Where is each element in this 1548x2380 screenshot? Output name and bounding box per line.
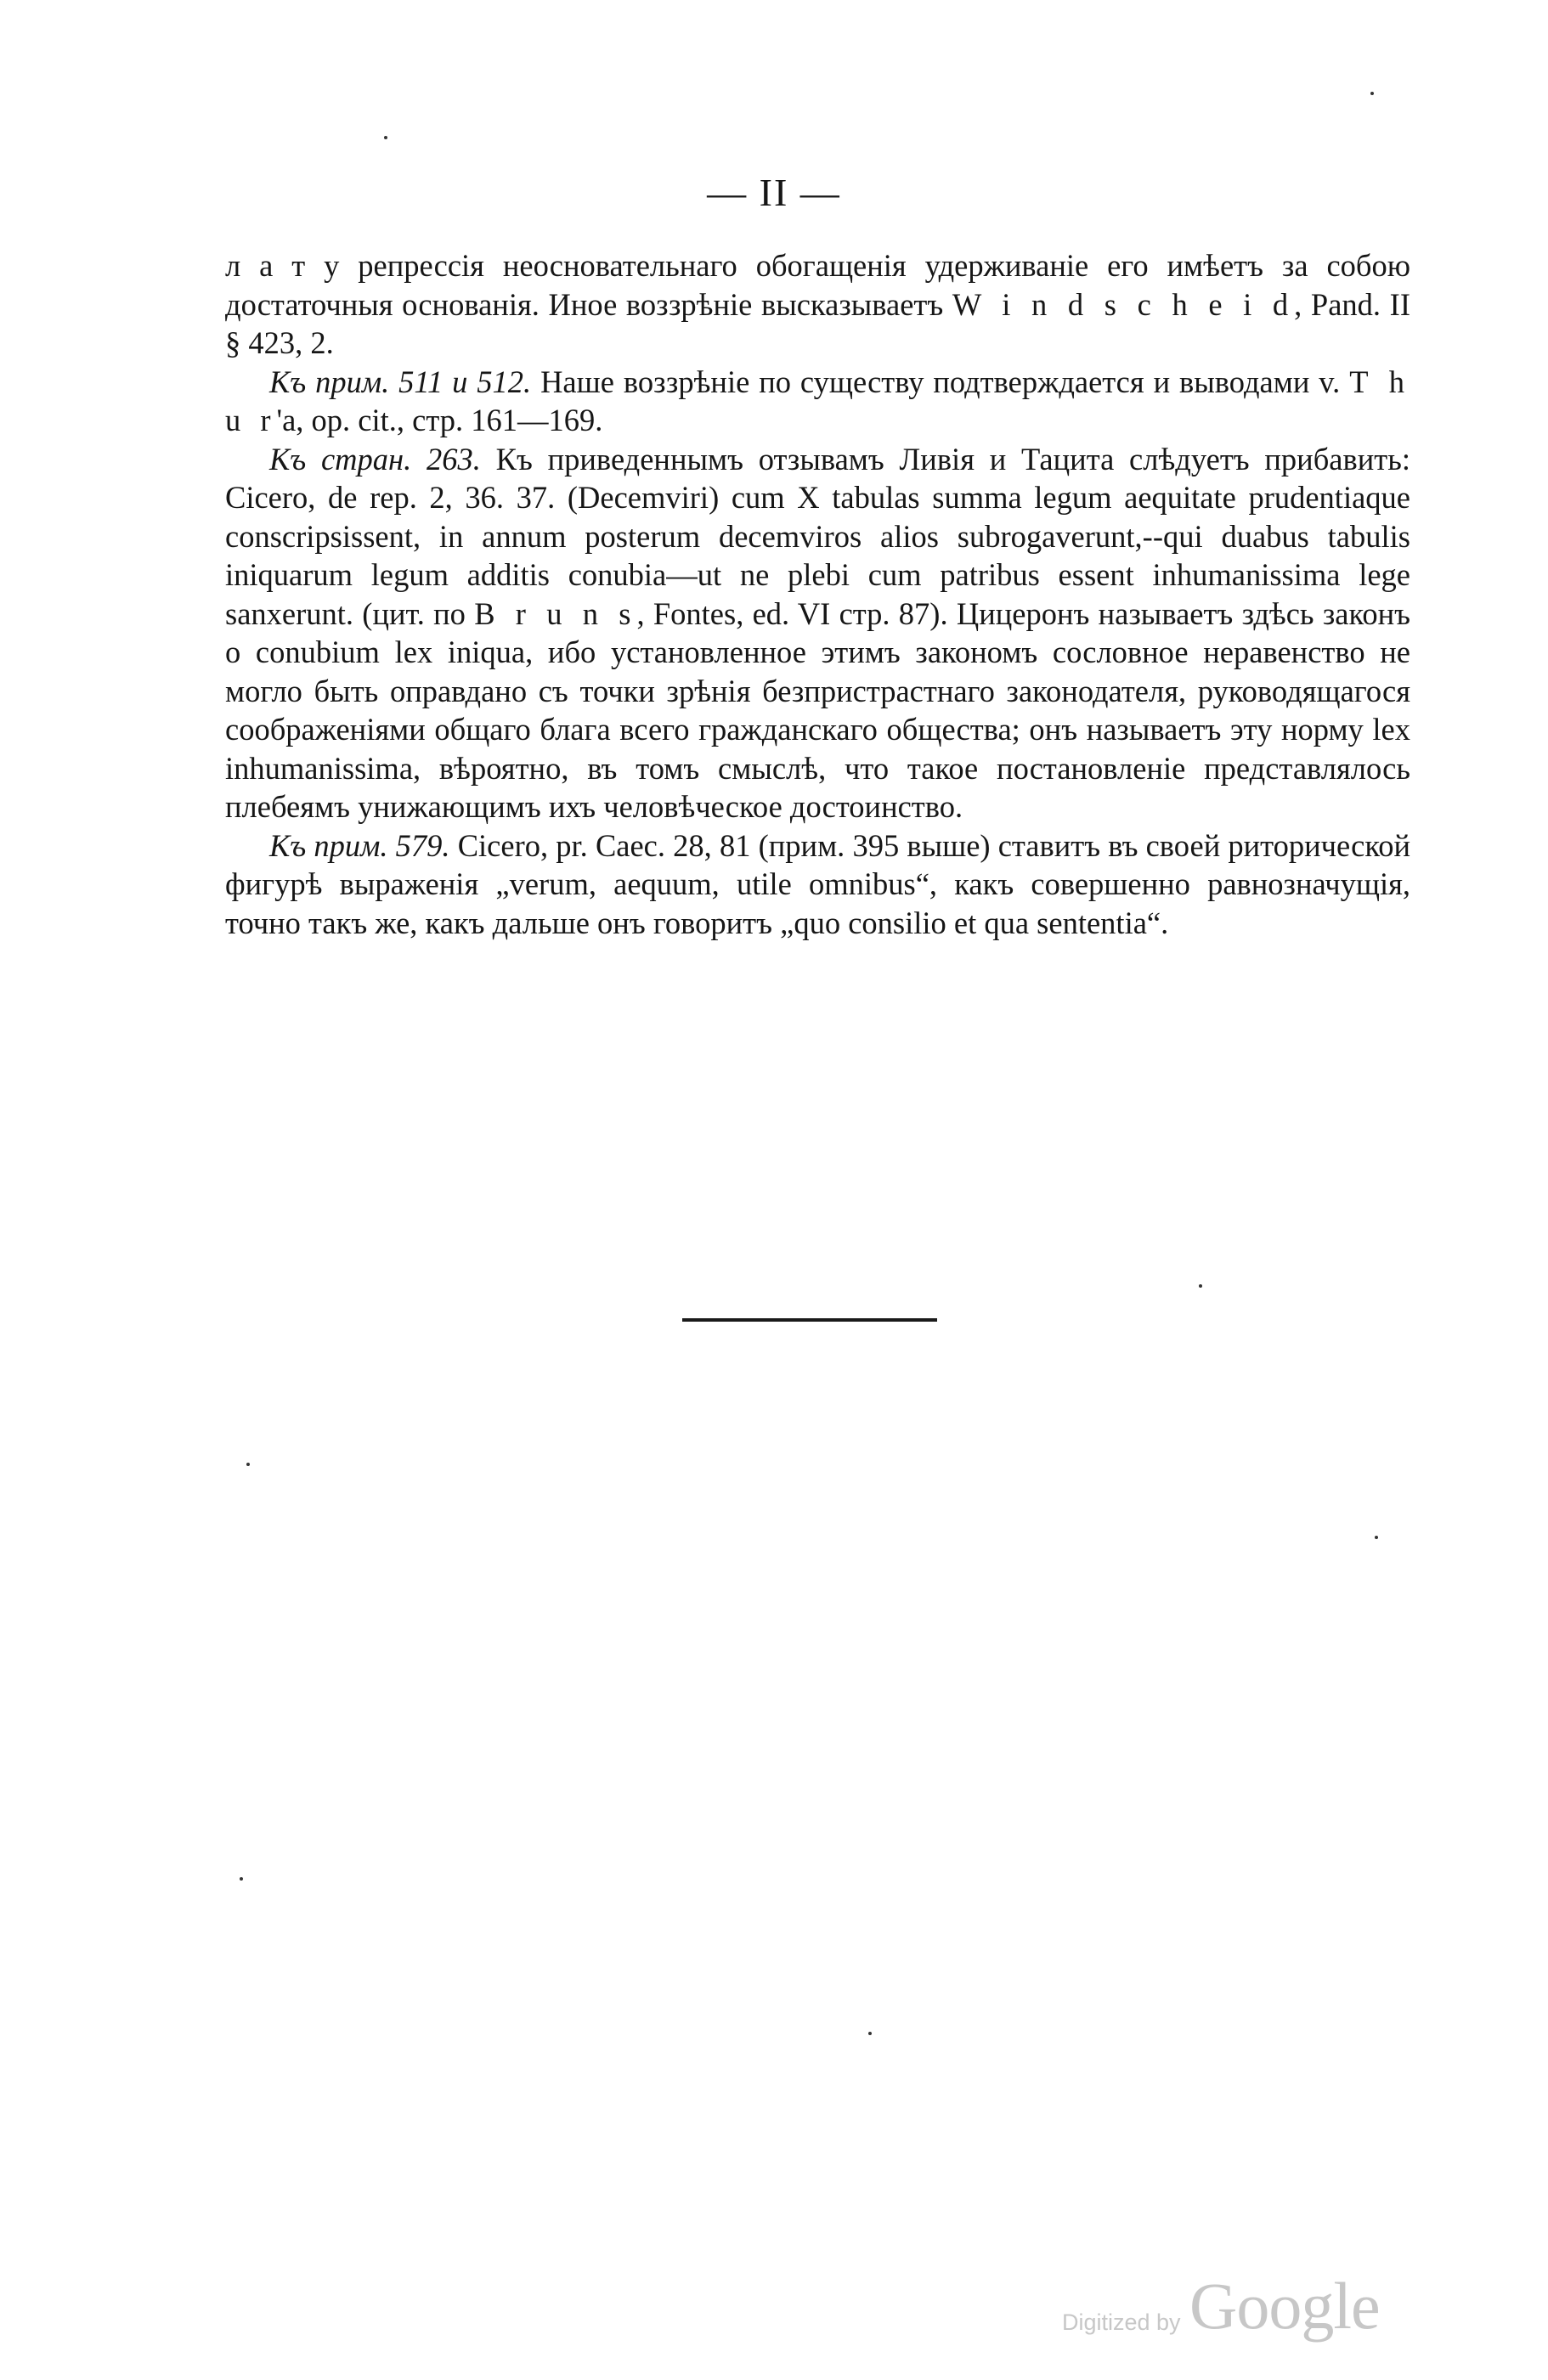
author-name: W i n d s c h e i d (952, 286, 1295, 322)
scan-speck (1370, 92, 1374, 95)
watermark-brand: Google (1189, 2269, 1380, 2343)
paragraph-text: Къ приведеннымъ отзывамъ Ливія и Тацита слѣдуетъ прибавить: Cicero, de rep. 2, 36. 37. (Decemviri) cum X tabulas summa legum aequitate prudentiaque conscripsissent, in annum posterum decemviros alios subrogaverunt,--qui duabus tabulis iniquarum legum additis conubia—ut ne plebi cum patribus essent inhumanissima lege sanxerunt. (цит. по (225, 441, 1410, 631)
note-reference: Къ прим. 511 и 512. (269, 364, 532, 399)
note-reference: Къ прим. 579. (269, 827, 450, 863)
scan-speck (384, 136, 387, 139)
watermark-prefix: Digitized by (1062, 2310, 1181, 2335)
paragraph-text: , Fontes, ed. VI стр. 87). Цицеронъ называетъ здѣсь законъ о conubium lex iniqua, ибо установленное этимъ закономъ сословное неравенство не могло быть оправдано съ точки зрѣнія безпристрастнаго законодателя, руководящагося соображеніями общаго блага всего гражданскаго общества; онъ называетъ эту норму lex inhumanissima, вѣроятно, въ томъ смыслѣ, что такое постановленіе представлялось плебеямъ унижающимъ ихъ человѣческое достоинство. (225, 595, 1410, 824)
note-paragraph (225, 826, 1410, 943)
note-reference: Къ стран. 263. (269, 441, 481, 477)
author-name: T h u r (225, 364, 1410, 437)
page-body (225, 246, 1410, 942)
paragraph-text: Cicero, pr. Caec. 28, 81 (прим. 395 выше) ставитъ въ своей риторической фигурѣ выраженія „verum, aequum, utile omnibus“, какъ совершенно равнозначущія, точно такъ же, какъ дальше онъ говоритъ „quo consilio et qua sententia“. (225, 827, 1410, 940)
note-paragraph (225, 363, 1410, 440)
paragraph-text: 'a, op. cit., стр. 161—169. (276, 403, 603, 437)
google-watermark (1062, 2269, 1419, 2344)
scan-speck (246, 1463, 250, 1466)
scan-speck (1199, 1284, 1202, 1288)
paragraph-continuation (225, 246, 1410, 363)
note-paragraph (225, 440, 1410, 826)
paragraph-text: Наше воззрѣніе по существу подтверждается и выводами v. (531, 364, 1341, 399)
scan-speck (240, 1877, 243, 1881)
author-name: B r u n s (474, 595, 637, 631)
scan-speck (868, 2032, 872, 2035)
paragraph-text: , Pand. II § 423, 2. (225, 286, 1410, 360)
page-number: — II — (707, 171, 841, 214)
paragraph-text: л а т у репрессія неосновательнаго обогащенія удерживаніе его имѣетъ за собою достаточныя основанія. Иное воззрѣніе высказываетъ (225, 248, 1410, 322)
scan-speck (1375, 1536, 1378, 1539)
section-divider (682, 1318, 937, 1322)
